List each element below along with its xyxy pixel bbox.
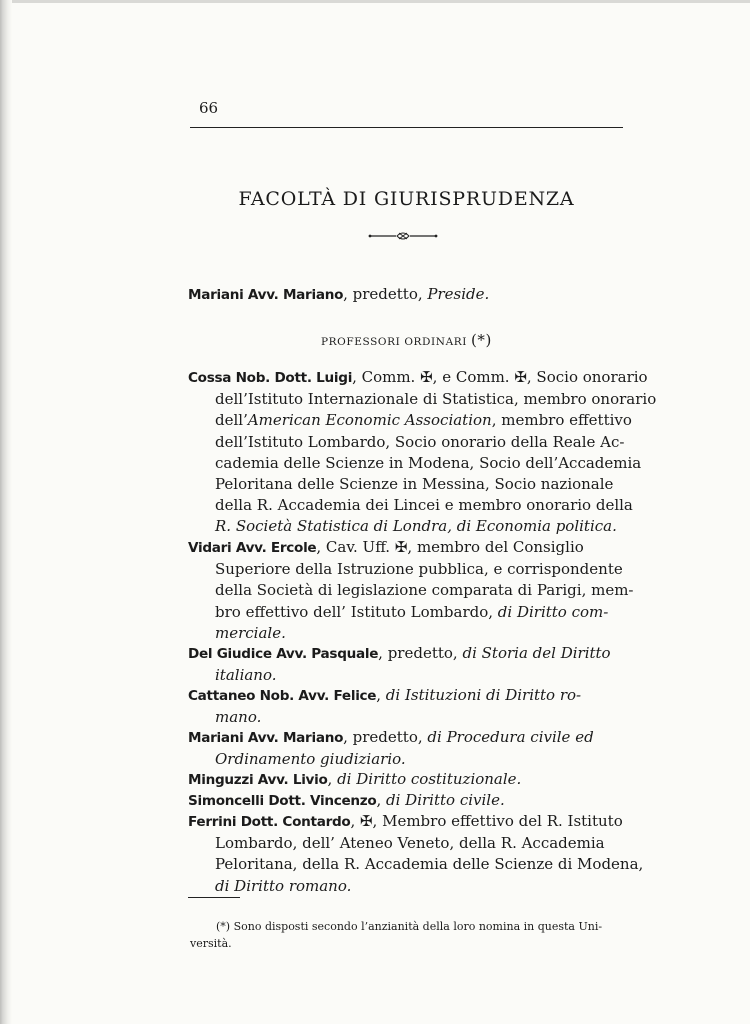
page-title: FACOLTÀ DI GIURISPRUDENZA	[238, 188, 575, 210]
entry-italic: di Storia del Diritto	[462, 644, 611, 662]
professor-entry-ferrini	[188, 811, 643, 897]
entry-italic: di Istituzioni di Diritto ro-	[385, 686, 582, 704]
entry-text: dell’Istituto Lombardo, Socio onorario della Reale Ac-	[215, 432, 625, 451]
professor-entry-cattaneo	[188, 685, 581, 728]
ornament-divider-icon	[368, 230, 438, 242]
entry-text: Superiore della Istruzione pubblica, e corrispondente	[215, 560, 623, 579]
entry-text: , Comm. ✠, e Comm. ✠, Socio onorario	[352, 368, 648, 386]
professor-entry-minguzzi	[188, 769, 521, 791]
page-left-edge	[0, 0, 12, 1024]
entry-italic: di Diritto civile.	[386, 791, 505, 809]
entry-text: ,	[376, 686, 386, 704]
preside-role: Preside.	[427, 285, 490, 303]
section-heading-marker: (*)	[470, 331, 492, 349]
entry-text: ,	[327, 770, 338, 788]
professor-entry-cossa	[188, 367, 656, 538]
professor-entry-del-giudice	[188, 643, 611, 686]
preside-entry	[188, 284, 489, 306]
professor-name: Cattaneo Nob. Avv. Felice	[188, 688, 377, 704]
entry-italic: mano.	[215, 708, 262, 727]
section-heading	[190, 331, 623, 349]
professor-name: Cossa Nob. Dott. Luigi	[188, 370, 353, 386]
entry-italic: di Diritto romano.	[215, 876, 352, 895]
header-rule	[190, 127, 623, 128]
professor-name: Simoncelli Dott. Vincenzo	[188, 793, 377, 809]
entry-text: , ✠, Membro effettivo del R. Istituto	[350, 812, 623, 830]
page-number: 66	[199, 99, 219, 117]
entry-text: , predetto,	[343, 728, 428, 746]
professor-entry-mariani	[188, 727, 594, 770]
professor-name: Minguzzi Avv. Livio	[188, 772, 328, 788]
preside-text: , predetto,	[343, 285, 428, 303]
page-top-edge	[0, 0, 750, 3]
entry-text: della R. Accademia dei Lincei e membro onorario della	[215, 496, 633, 515]
professor-name: Vidari Avv. Ercole	[188, 540, 317, 556]
section-heading-label: PROFESSORI ORDINARI	[320, 336, 468, 348]
entry-text: , membro effettivo	[491, 411, 632, 430]
entry-text: ,	[376, 791, 387, 809]
entry-text: dell’	[215, 411, 248, 430]
professor-entry-vidari	[188, 537, 634, 644]
footnote-rule	[188, 897, 240, 898]
preside-name: Mariani Avv. Mariano	[188, 287, 344, 303]
entry-text: , Cav. Uff. ✠, membro del Consiglio	[316, 538, 584, 556]
professor-name: Ferrini Dott. Contardo	[188, 814, 351, 830]
entry-italic: di Diritto com-	[497, 602, 609, 621]
entry-text: Lombardo, dell’ Ateneo Veneto, della R. Accademia	[215, 834, 605, 853]
entry-italic: merciale.	[215, 623, 286, 642]
entry-text: Peloritana, della R. Accademia delle Scienze di Modena,	[215, 855, 644, 874]
entry-text: Peloritana delle Scienze in Messina, Socio nazionale	[215, 475, 614, 494]
entry-text: della Società di legislazione comparata di Parigi, mem-	[215, 581, 634, 600]
entry-italic: Ordinamento giudiziario.	[215, 750, 406, 769]
entry-text: dell’Istituto Internazionale di Statistica, membro onorario	[215, 390, 657, 409]
entry-text: bro effettivo dell’ Istituto Lombardo,	[215, 602, 498, 621]
entry-text: , predetto,	[378, 644, 463, 662]
entry-text: cademia delle Scienze in Modena, Socio dell’Accademia	[215, 453, 642, 472]
professor-name: Del Giudice Avv. Pasquale	[188, 646, 379, 662]
entry-italic: R. Società Statistica di Londra, di Economia politica.	[215, 517, 617, 536]
professor-entry-simoncelli	[188, 790, 505, 812]
entry-italic: italiano.	[215, 666, 277, 685]
entry-italic: American Economic Association	[247, 411, 492, 430]
entry-italic: di Procedura civile ed	[427, 728, 594, 746]
footnote-line: (*) Sono disposti secondo l’anzianità della loro nomina in questa Uni-	[216, 920, 603, 933]
footnote	[190, 918, 603, 952]
professor-name: Mariani Avv. Mariano	[188, 730, 344, 746]
entry-italic: di Diritto costituzionale.	[337, 770, 522, 788]
footnote-line: versità.	[190, 937, 232, 950]
